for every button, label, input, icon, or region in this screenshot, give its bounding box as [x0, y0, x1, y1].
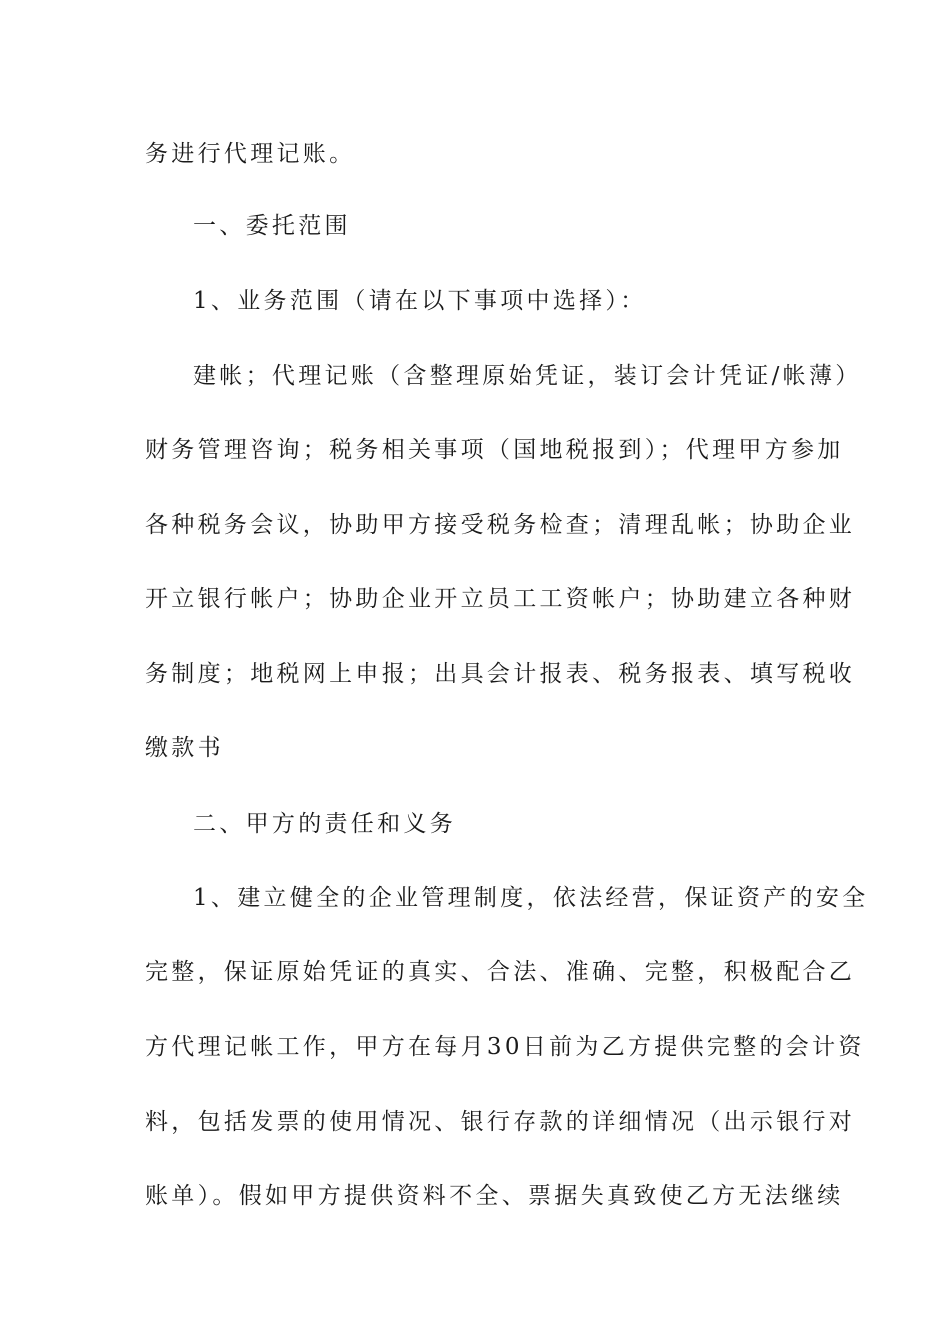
text-line: 账单）。假如甲方提供资料不全、票据失真致使乙方无法继续 — [145, 1183, 844, 1209]
text-line: 1、建立健全的企业管理制度，依法经营，保证资产的安全 — [193, 885, 869, 911]
text-line: 开立银行帐户；协助企业开立员工工资帐户；协助建立各种财 — [145, 586, 856, 612]
text-line: 缴款书 — [145, 735, 224, 761]
text-line: 务进行代理记账。 — [145, 141, 356, 167]
text-line: 1、业务范围（请在以下事项中选择）： — [193, 288, 647, 314]
text-line: 各种税务会议，协助甲方接受税务检查；清理乱帐；协助企业 — [145, 512, 856, 538]
section-heading: 二、甲方的责任和义务 — [193, 811, 456, 837]
text-line: 财务管理咨询；税务相关事项（国地税报到）；代理甲方参加 — [145, 437, 844, 463]
text-line: 方代理记帐工作，甲方在每月30日前为乙方提供完整的会计资 — [145, 1034, 865, 1060]
text-line: 完整，保证原始凭证的真实、合法、准确、完整，积极配合乙 — [145, 959, 856, 985]
text-line: 料，包括发票的使用情况、银行存款的详细情况（出示银行对 — [145, 1109, 856, 1135]
text-line: 建帐；代理记账（含整理原始凭证，装订会计凭证/帐薄） — [193, 363, 862, 389]
text-line: 务制度；地税网上申报；出具会计报表、税务报表、填写税收 — [145, 661, 856, 687]
section-heading: 一、委托范围 — [193, 213, 351, 239]
